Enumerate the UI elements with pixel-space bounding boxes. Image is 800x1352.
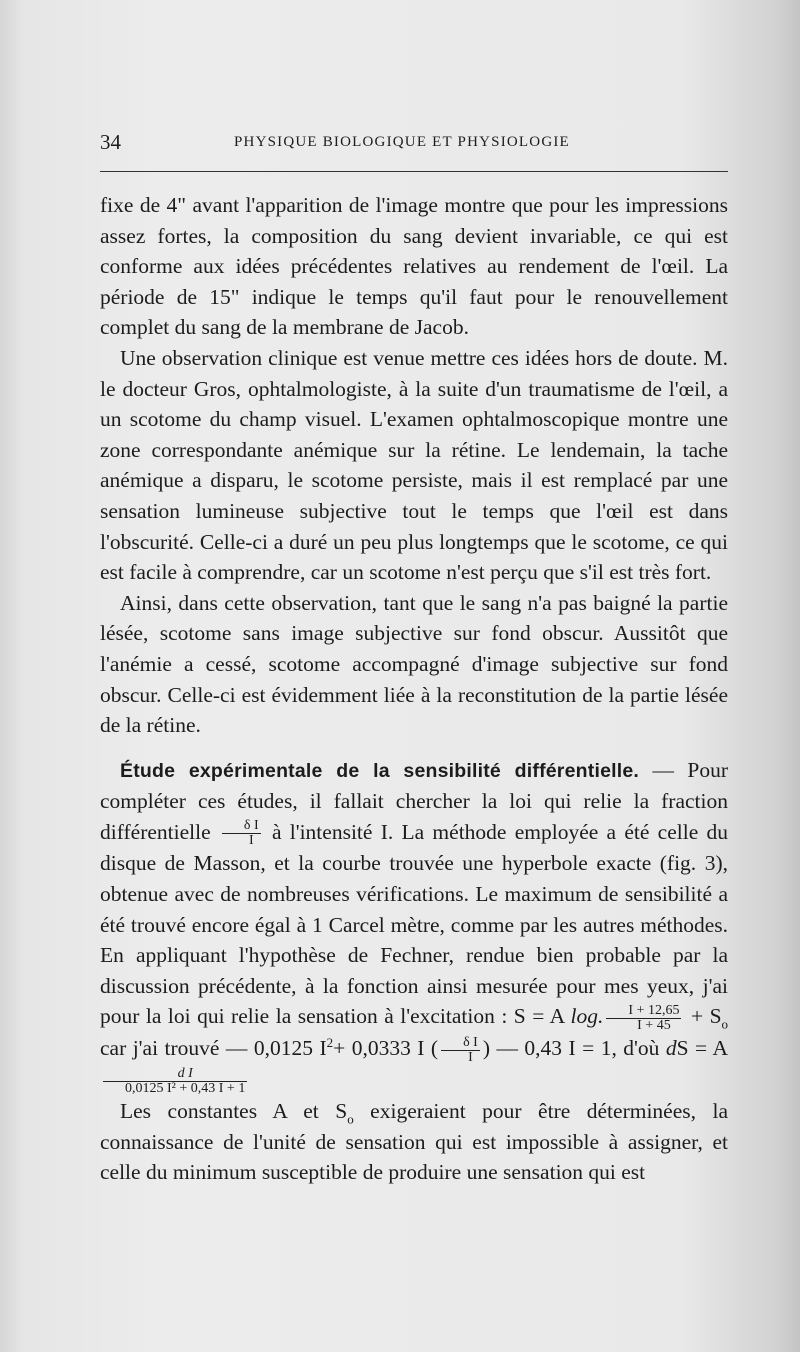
header-rule xyxy=(100,171,728,172)
fraction-denominator: I xyxy=(248,833,254,849)
log-text: log. xyxy=(570,1004,604,1029)
paragraph-5-part-a: Les constantes A et S xyxy=(120,1099,348,1124)
paragraph-3: Ainsi, dans cette observation, tant que le sang n'a pas baigné la partie lésée, scotome sans image subjective sur fond obscur. Aussitôt que l'anémie a cessé, scotome accompagné d'image subjective sur fond obscur. Celle-ci est évidemment liée à la reconstitution de la partie lésée de la rétine. xyxy=(100,590,728,738)
paragraph-5 xyxy=(100,1096,728,1188)
differential-d: d xyxy=(665,1035,677,1060)
page-number: 34 xyxy=(100,130,121,154)
paragraph-4 xyxy=(100,755,728,1096)
paragraph-4-part-b: à l'intensité I. La méthode employée a été celle du disque de Masson, et la courbe trouvée une hyperbole exacte (fig. 3), obtenue avec de nombreuses vérifications. Le maximum de sensibilité a été trouvé encore égal à 1 Carcel mètre, comme par les autres méthodes. En appliquant l'hypothèse de Fechner, rendue bien probable par la discussion précédente, à la fonction ainsi mesurée pour mes yeux, j'ai pour la loi qui relie la sensation à l'excitation : S = A xyxy=(100,819,729,1029)
formula-1-numerator: I + 12,65 xyxy=(606,1004,681,1019)
paragraph-4-part-g: S = A xyxy=(676,1035,728,1060)
formula-3-numerator: d I xyxy=(103,1067,247,1082)
paragraph-4-part-d: car j'ai trouvé — 0,0125 I xyxy=(100,1035,327,1060)
formula-2-numerator: δ I xyxy=(441,1036,480,1051)
paragraph-4-part-e: + 0,0333 I ( xyxy=(333,1035,439,1060)
spacer xyxy=(100,741,728,755)
s0-subscript-2: o xyxy=(347,1111,354,1127)
fraction-delta-i xyxy=(222,819,261,848)
section-heading: Étude expérimentale de la sensibilité différentielle. xyxy=(120,759,640,782)
formula-fraction-1 xyxy=(606,1004,681,1033)
formula-2-denominator: I xyxy=(468,1049,473,1065)
paragraph-4-part-f: ) — 0,43 I = 1, d'où xyxy=(482,1035,660,1060)
formula-3-denominator: 0,0125 I² + 0,43 I + 1 xyxy=(125,1081,246,1097)
formula-fraction-3 xyxy=(103,1067,247,1096)
running-title: PHYSIQUE BIOLOGIQUE ET PHYSIOLOGIE xyxy=(234,134,570,150)
paragraph-4-part-a: — Pour compléter ces études, il fallait chercher la loi qui relie la fraction différentielle xyxy=(100,757,728,844)
body-text xyxy=(100,190,728,1188)
fraction-numerator: δ I xyxy=(222,819,261,834)
formula-1-denominator: I + 45 xyxy=(637,1017,671,1033)
paragraph-2: Une observation clinique est venue mettre ces idées hors de doute. M. le docteur Gros, ophtalmologiste, à la suite d'un traumatisme de l'œil, a un scotome du champ visuel. L'examen ophtalmoscopique montre une zone correspondante anémique sur la rétine. Le lendemain, la tache anémique a disparu, le scotome persiste, mais il est remplacé par une sensation lumineuse subjective tout le temps que l'œil est dans l'obscurité. Celle-ci a duré un peu plus longtemps que le scotome, ce qui est facile à comprendre, car un scotome n'est perçu que s'il est très fort. xyxy=(100,345,728,585)
paragraph-1: fixe de 4" avant l'apparition de l'image montre que pour les impressions assez fortes, la composition du sang devient invariable, ce qui est conforme aux idées précédentes relatives au rendement de l'œil. La période de 15" indique le temps qu'il faut pour le renouvellement complet du sang de la membrane de Jacob. xyxy=(100,193,728,340)
formula-fraction-2 xyxy=(441,1036,480,1065)
s0-subscript: o xyxy=(721,1016,729,1032)
page-header xyxy=(100,130,728,154)
squared-superscript: 2 xyxy=(326,1034,334,1050)
formula-plus-s: + S xyxy=(690,1004,722,1029)
paragraph-5-part-b: exigeraient pour être déterminées, la connaissance de l'unité de sensation qui est impossible à assigner, et celle du minimum susceptible de produire une sensation qui est xyxy=(100,1099,729,1185)
